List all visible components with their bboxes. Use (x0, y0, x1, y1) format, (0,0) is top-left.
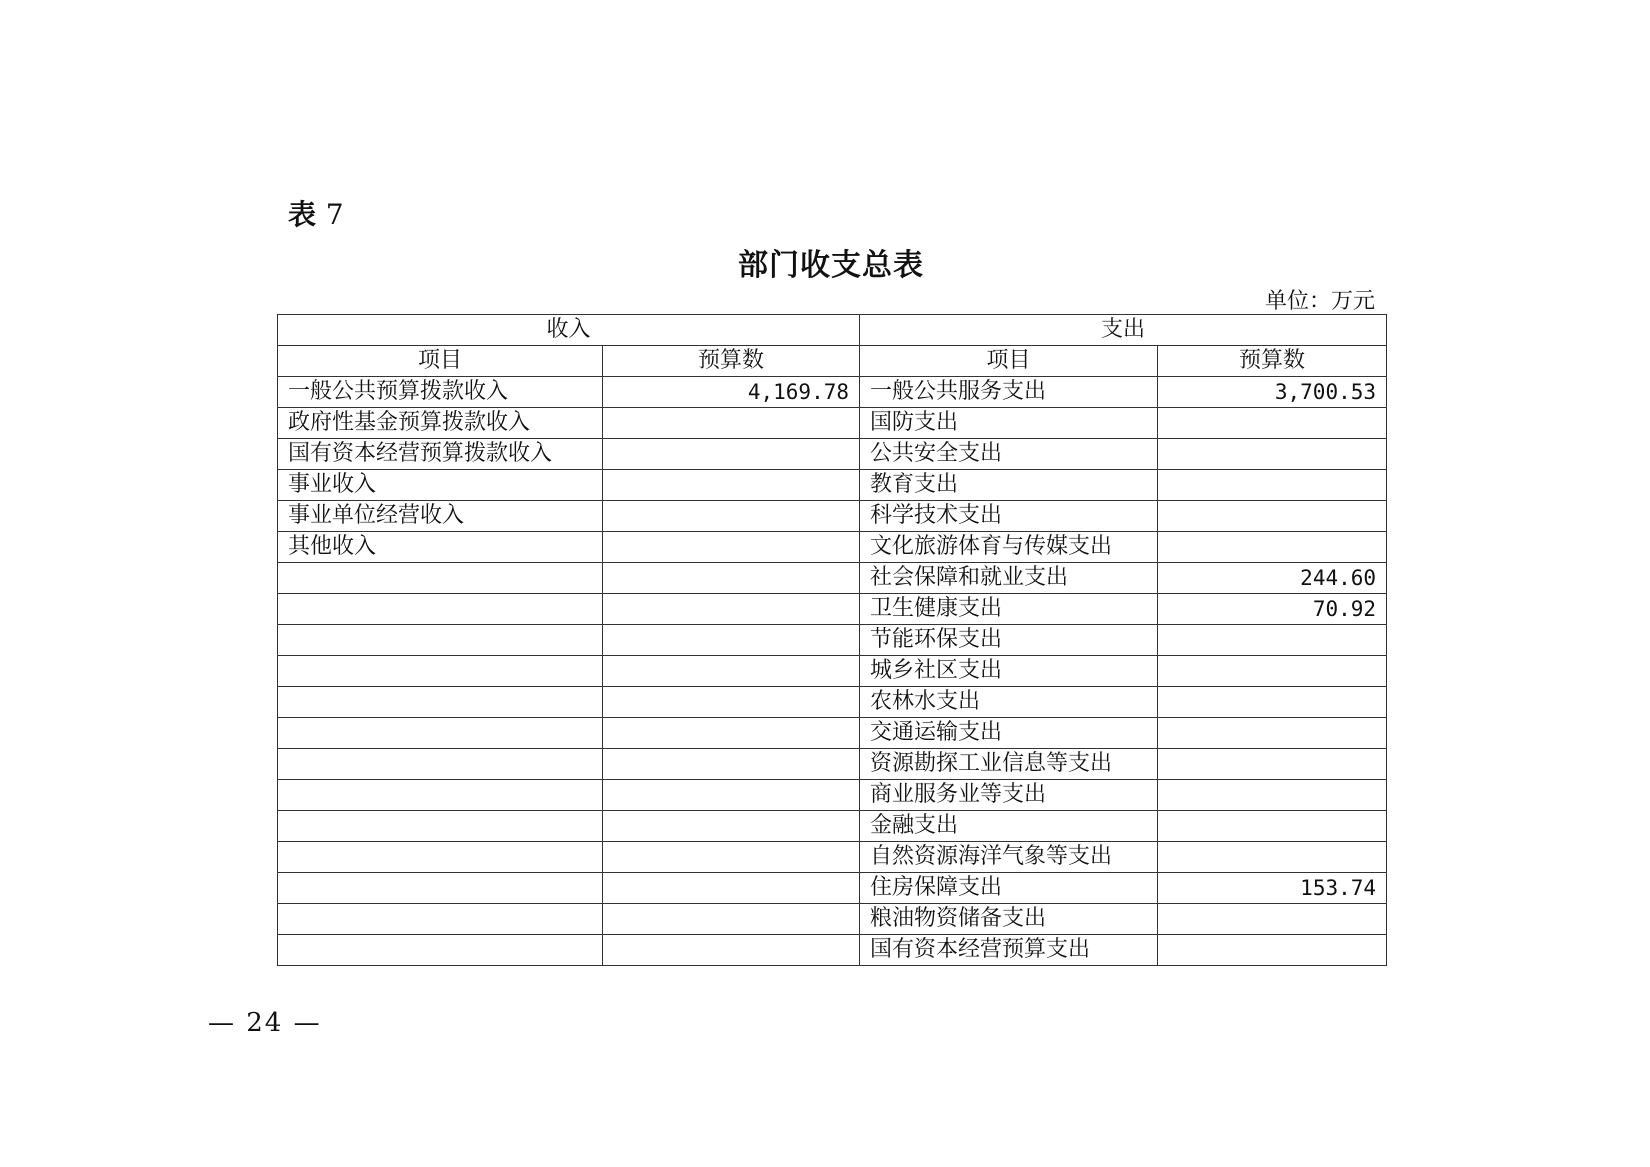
income-item-cell (278, 935, 603, 966)
income-item-cell (278, 842, 603, 873)
income-amount-cell: 4,169.78 (603, 377, 860, 408)
expense-item-cell: 国防支出 (860, 408, 1158, 439)
expense-item-cell: 公共安全支出 (860, 439, 1158, 470)
table-label-number: 7 (325, 198, 344, 231)
income-item-cell: 政府性基金预算拨款收入 (278, 408, 603, 439)
budget-table (277, 314, 1387, 966)
income-amount-cell (603, 811, 860, 842)
income-budget-header: 预算数 (603, 346, 860, 377)
expense-item-cell: 农林水支出 (860, 687, 1158, 718)
table-row (278, 718, 1387, 749)
income-item-cell (278, 780, 603, 811)
income-amount-cell (603, 408, 860, 439)
expense-item-cell: 商业服务业等支出 (860, 780, 1158, 811)
table-row (278, 842, 1387, 873)
expense-amount-cell (1158, 749, 1387, 780)
table-row (278, 873, 1387, 904)
expense-amount-cell (1158, 935, 1387, 966)
income-item-cell (278, 873, 603, 904)
expense-amount-cell: 153.74 (1158, 873, 1387, 904)
unit-label: 单位：万元 (1264, 289, 1375, 314)
table-row (278, 904, 1387, 935)
income-amount-cell (603, 935, 860, 966)
income-amount-cell (603, 532, 860, 563)
section-header-row (278, 315, 1387, 346)
income-item-header: 项目 (278, 346, 603, 377)
expense-item-cell: 社会保障和就业支出 (860, 563, 1158, 594)
table-row (278, 470, 1387, 501)
expense-item-cell: 自然资源海洋气象等支出 (860, 842, 1158, 873)
income-item-cell (278, 687, 603, 718)
income-amount-cell (603, 842, 860, 873)
income-amount-cell (603, 563, 860, 594)
income-amount-cell (603, 873, 860, 904)
table-row (278, 656, 1387, 687)
income-amount-cell (603, 904, 860, 935)
income-item-cell (278, 656, 603, 687)
income-amount-cell (603, 594, 860, 625)
expense-item-cell: 国有资本经营预算支出 (860, 935, 1158, 966)
income-amount-cell (603, 501, 860, 532)
income-amount-cell (603, 470, 860, 501)
expense-amount-cell (1158, 625, 1387, 656)
table-row (278, 408, 1387, 439)
table-row (278, 377, 1387, 408)
table-row (278, 563, 1387, 594)
income-item-cell (278, 594, 603, 625)
income-amount-cell (603, 656, 860, 687)
expense-item-cell: 资源勘探工业信息等支出 (860, 749, 1158, 780)
expense-amount-cell (1158, 780, 1387, 811)
expense-item-cell: 卫生健康支出 (860, 594, 1158, 625)
income-amount-cell (603, 625, 860, 656)
table-row (278, 687, 1387, 718)
expense-item-cell: 粮油物资储备支出 (860, 904, 1158, 935)
page-title: 部门收支总表 (738, 248, 924, 283)
expense-amount-cell (1158, 439, 1387, 470)
income-item-cell: 事业单位经营收入 (278, 501, 603, 532)
income-amount-cell (603, 749, 860, 780)
page-number: — 24 — (208, 1008, 322, 1038)
table-row (278, 625, 1387, 656)
expense-amount-cell (1158, 501, 1387, 532)
table-row (278, 811, 1387, 842)
table-row (278, 935, 1387, 966)
expense-amount-cell: 244.60 (1158, 563, 1387, 594)
income-item-cell (278, 904, 603, 935)
expense-amount-cell: 3,700.53 (1158, 377, 1387, 408)
expense-item-cell: 金融支出 (860, 811, 1158, 842)
expense-item-cell: 教育支出 (860, 470, 1158, 501)
expense-amount-cell (1158, 904, 1387, 935)
expense-amount-cell (1158, 408, 1387, 439)
table-row (278, 532, 1387, 563)
expense-amount-cell (1158, 532, 1387, 563)
expense-item-header: 项目 (860, 346, 1158, 377)
income-amount-cell (603, 780, 860, 811)
income-amount-cell (603, 718, 860, 749)
table-row (278, 501, 1387, 532)
expense-item-cell: 节能环保支出 (860, 625, 1158, 656)
income-item-cell (278, 811, 603, 842)
income-item-cell (278, 563, 603, 594)
table-label-prefix: 表 (288, 198, 317, 231)
table-label (288, 193, 344, 233)
expense-item-cell: 文化旅游体育与传媒支出 (860, 532, 1158, 563)
table-row (278, 749, 1387, 780)
expense-section-header: 支出 (860, 315, 1387, 346)
income-item-cell (278, 718, 603, 749)
expense-item-cell: 住房保障支出 (860, 873, 1158, 904)
income-amount-cell (603, 439, 860, 470)
table-row (278, 594, 1387, 625)
income-item-cell: 事业收入 (278, 470, 603, 501)
income-section-header: 收入 (278, 315, 860, 346)
income-item-cell: 其他收入 (278, 532, 603, 563)
income-item-cell: 国有资本经营预算拨款收入 (278, 439, 603, 470)
income-item-cell (278, 749, 603, 780)
table-row (278, 780, 1387, 811)
table-row (278, 439, 1387, 470)
column-header-row (278, 346, 1387, 377)
expense-amount-cell (1158, 718, 1387, 749)
income-amount-cell (603, 687, 860, 718)
income-item-cell (278, 625, 603, 656)
expense-item-cell: 交通运输支出 (860, 718, 1158, 749)
expense-item-cell: 科学技术支出 (860, 501, 1158, 532)
expense-amount-cell (1158, 656, 1387, 687)
expense-item-cell: 一般公共服务支出 (860, 377, 1158, 408)
expense-amount-cell (1158, 842, 1387, 873)
expense-item-cell: 城乡社区支出 (860, 656, 1158, 687)
expense-amount-cell (1158, 470, 1387, 501)
income-item-cell: 一般公共预算拨款收入 (278, 377, 603, 408)
expense-budget-header: 预算数 (1158, 346, 1387, 377)
expense-amount-cell: 70.92 (1158, 594, 1387, 625)
expense-amount-cell (1158, 811, 1387, 842)
expense-amount-cell (1158, 687, 1387, 718)
